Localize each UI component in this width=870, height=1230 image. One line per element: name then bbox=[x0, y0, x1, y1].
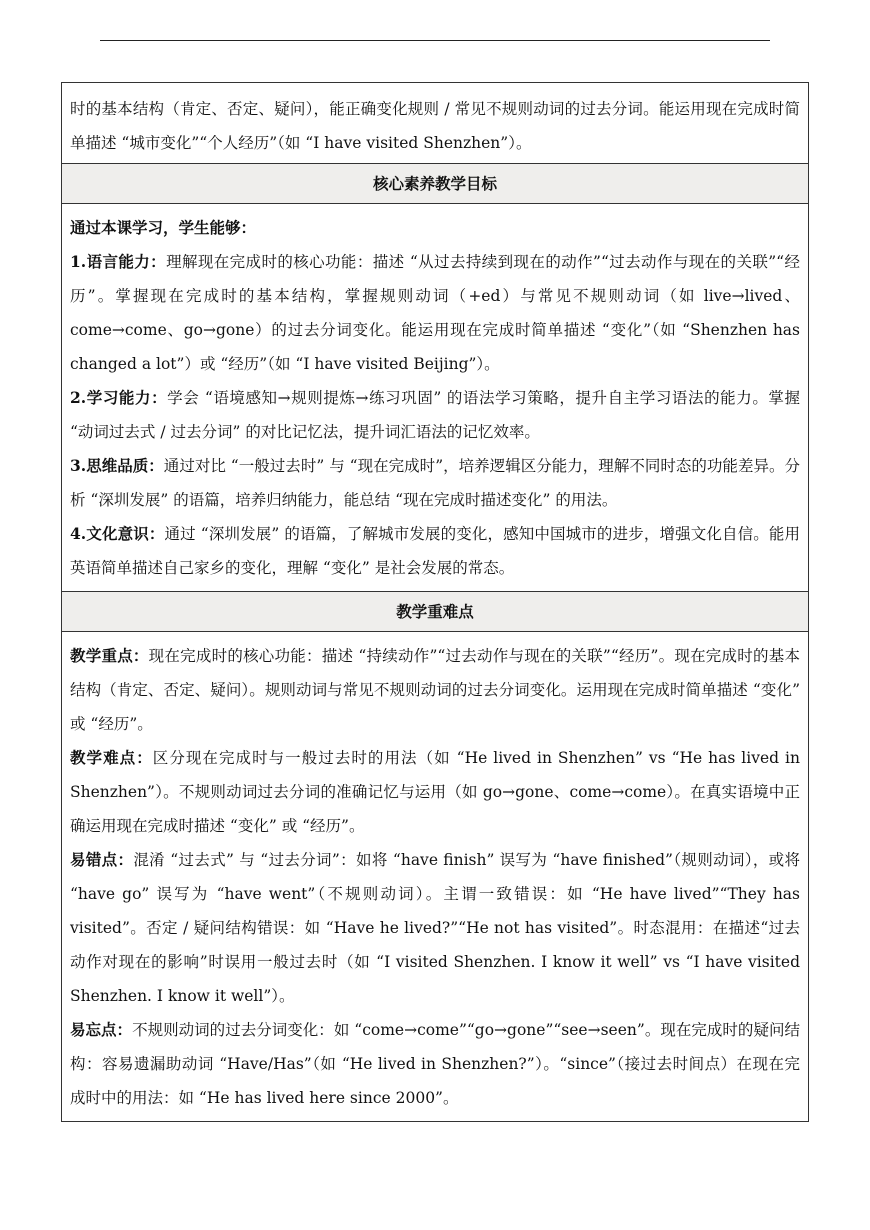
goal-item-culture bbox=[70, 517, 800, 585]
intro-text: 时的基本结构（肯定、否定、疑问），能正确变化规则 / 常见不规则动词的过去分词。能运用现在完成时简单描述 “城市变化”“个人经历”（如 “I have visited Shenzhen”）。 bbox=[70, 100, 800, 152]
goal-label: 4.文化意识： bbox=[70, 524, 165, 543]
goal-item-thinking bbox=[70, 449, 800, 517]
key-text: 混淆 “过去式” 与 “过去分词”：如将 “have finish” 误写为 “have finished”（规则动词），或将 “have go” 误写为 “have went”（不规则动词）。主谓一致错误：如 “He have lived”“They has visited”。否定 / 疑问结构错误：如 “Have he lived?”“He not has visited”。时态混用：在描述“过去动作对现在的影响”时误用一般过去时（如 “I visited Shenzhen. I know it well” vs “I have visited Shenzhen. I know it well”）。 bbox=[70, 851, 800, 1005]
key-text: 不规则动词的过去分词变化：如 “come→come”“go→gone”“see→seen”。现在完成时的疑问结构：容易遗漏助动词 “Have/Has”（如 “He lived in Shenzhen?”）。“since”（接过去时间点）在现在完成时中的用法：如 “He has lived here since 2000”。 bbox=[70, 1021, 800, 1107]
key-label: 易错点： bbox=[70, 850, 134, 869]
key-points-cell bbox=[62, 631, 808, 1121]
key-item-focus bbox=[70, 639, 800, 741]
core-goals-heading: 核心素养教学目标 bbox=[62, 163, 808, 203]
goal-item-language bbox=[70, 245, 800, 381]
goal-text: 通过 “深圳发展” 的语篇，了解城市发展的变化，感知中国城市的进步，增强文化自信。能用英语简单描述自己家乡的变化，理解 “变化” 是社会发展的常态。 bbox=[70, 525, 800, 577]
key-label: 易忘点： bbox=[70, 1020, 133, 1039]
key-text: 区分现在完成时与一般过去时的用法（如 “He lived in Shenzhen” vs “He has lived in Shenzhen”）。不规则动词过去分词的准确记忆与运用（如 go→gone、come→come）。在真实语境中正确运用现在完成时描述 “变化” 或 “经历”。 bbox=[70, 749, 800, 835]
lesson-plan-table bbox=[61, 82, 809, 1122]
key-item-easily-forgotten bbox=[70, 1013, 800, 1115]
goal-text: 通过对比 “一般过去时” 与 “现在完成时”，培养逻辑区分能力，理解不同时态的功能差异。分析 “深圳发展” 的语篇，培养归纳能力，能总结 “现在完成时描述变化” 的用法。 bbox=[70, 457, 801, 509]
key-label: 教学重点： bbox=[70, 646, 149, 665]
goal-label: 1.语言能力： bbox=[70, 252, 167, 271]
key-points-heading: 教学重难点 bbox=[62, 591, 808, 631]
goal-label: 3.思维品质： bbox=[70, 456, 164, 475]
key-text: 现在完成时的核心功能：描述 “持续动作”“过去动作与现在的关联”“经历”。现在完成时的基本结构（肯定、否定、疑问）。规则动词与常见不规则动词的过去分词变化。运用现在完成时简单描述 “变化” 或 “经历”。 bbox=[70, 647, 800, 733]
goal-item-learning bbox=[70, 381, 800, 449]
core-goals-lead: 通过本课学习，学生能够： bbox=[70, 218, 257, 237]
key-item-common-errors bbox=[70, 843, 800, 1013]
goal-text: 理解现在完成时的核心功能：描述 “从过去持续到现在的动作”“过去动作与现在的关联”“经历”。掌握现在完成时的基本结构，掌握规则动词（+ed）与常见不规则动词（如 live→lived、come→come、go→gone）的过去分词变化。能运用现在完成时简单描述 “变化”（如 “Shenzhen has changed a lot”）或 “经历”（如 “I have visited Beijing”）。 bbox=[70, 253, 800, 373]
goal-label: 2.学习能力： bbox=[70, 388, 168, 407]
key-item-difficulty bbox=[70, 741, 800, 843]
intro-cell bbox=[62, 83, 808, 163]
header-rule bbox=[100, 40, 770, 41]
core-goals-cell bbox=[62, 203, 808, 591]
key-label: 教学难点： bbox=[70, 748, 153, 767]
goal-text: 学会 “语境感知→规则提炼→练习巩固” 的语法学习策略，提升自主学习语法的能力。掌握 “动词过去式 / 过去分词” 的对比记忆法，提升词汇语法的记忆效率。 bbox=[70, 389, 800, 441]
